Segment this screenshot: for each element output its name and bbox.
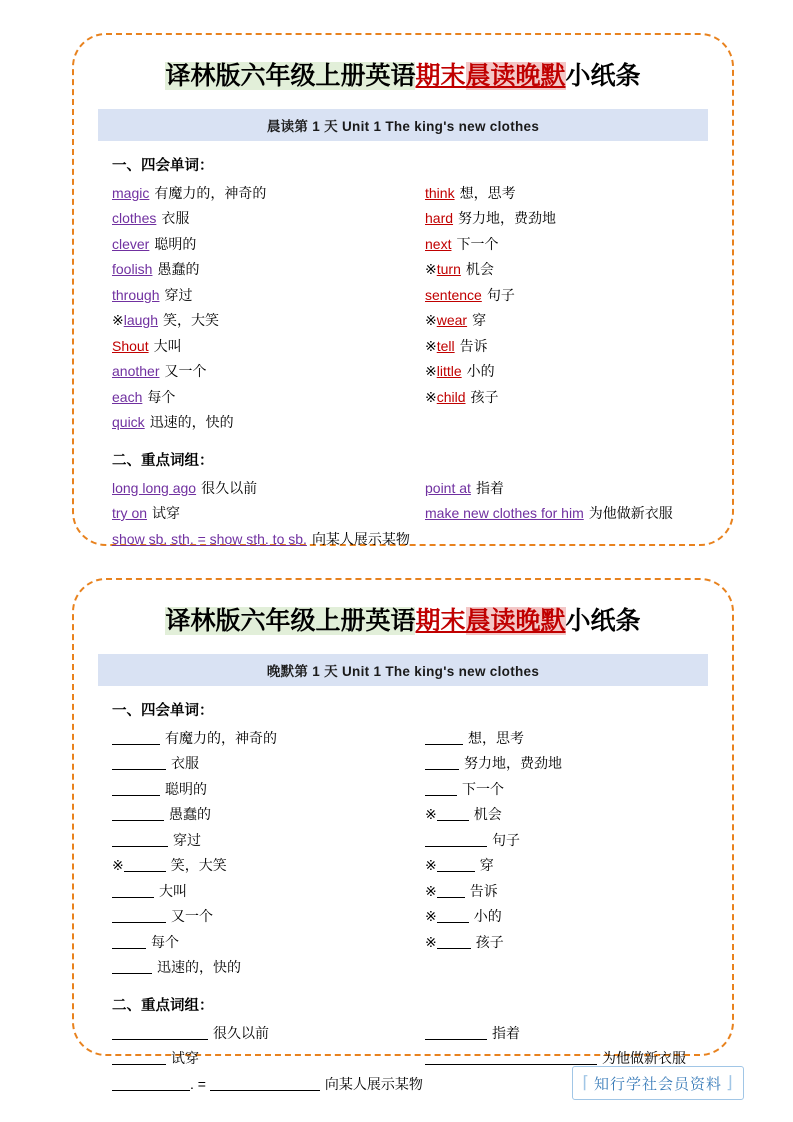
star-marker: ※: [112, 857, 124, 873]
word-chinese: 大叫: [153, 337, 182, 354]
word-row-blank: [425, 751, 702, 777]
phrase-wide-morning: [112, 527, 732, 553]
answer-blank[interactable]: [112, 1076, 190, 1091]
word-column-left-evening: [112, 726, 407, 981]
page-title-morning: [74, 63, 732, 91]
word-english: point at: [425, 479, 471, 496]
answer-blank[interactable]: [112, 781, 160, 796]
section-heading-phrases-morning: 二、重点词组：: [112, 452, 214, 469]
word-row: [112, 308, 407, 334]
word-chinese: 穿: [472, 312, 487, 328]
word-columns-morning: [112, 181, 702, 436]
watermark-left-bracket: ⌈: [582, 1073, 590, 1092]
word-row-blank: [112, 930, 407, 956]
word-english: hard: [425, 210, 454, 226]
answer-blank[interactable]: [425, 730, 463, 745]
answer-blank[interactable]: [437, 857, 475, 872]
word-row: [112, 283, 407, 309]
answer-blank[interactable]: [437, 934, 471, 949]
word-english: little: [436, 363, 462, 379]
answer-blank[interactable]: [437, 806, 469, 821]
word-row-blank: [112, 828, 407, 854]
title-part-2: 期末: [415, 62, 466, 90]
word-chinese: 大叫: [159, 882, 187, 899]
star-marker: ※: [425, 337, 437, 354]
word-chinese: 小的: [466, 363, 495, 379]
word-english: turn: [436, 261, 461, 277]
phrase-columns-evening: [112, 1021, 702, 1072]
word-chinese: 为他做新衣服: [588, 505, 673, 521]
word-english: show sb. sth. = show sth. to sb.: [112, 530, 307, 547]
word-row: [112, 385, 407, 411]
answer-blank[interactable]: [210, 1076, 320, 1091]
word-chinese: 愚蠢的: [169, 806, 211, 822]
answer-blank[interactable]: [437, 908, 469, 923]
star-marker: ※: [425, 882, 437, 899]
word-chinese: 每个: [151, 933, 179, 950]
word-row: [112, 410, 407, 436]
word-chinese: 小的: [473, 908, 502, 924]
word-chinese: 孩子: [475, 933, 504, 950]
word-english: another: [112, 363, 160, 379]
word-row-blank: [425, 930, 702, 956]
answer-blank[interactable]: [112, 1025, 208, 1040]
word-row: [112, 232, 407, 258]
answer-blank[interactable]: [112, 806, 164, 821]
star-marker: ※: [425, 933, 437, 950]
word-row-blank: [425, 853, 702, 879]
word-chinese: 试穿: [152, 505, 181, 521]
answer-blank[interactable]: [112, 883, 154, 898]
word-row-blank: [112, 726, 407, 752]
phrase-column-right-evening: [407, 1021, 702, 1072]
word-row: [425, 206, 702, 232]
answer-blank[interactable]: [112, 908, 166, 923]
word-chinese: 努力地，费劲地: [458, 210, 557, 226]
watermark: [572, 1066, 744, 1100]
word-row-blank: [425, 879, 702, 905]
phrase-row: [425, 476, 702, 502]
word-english: laugh: [123, 312, 158, 328]
title-part-2-evening: 期末: [415, 607, 466, 635]
word-chinese: 穿: [479, 857, 494, 873]
word-english: each: [112, 388, 143, 405]
word-chinese: 机会: [473, 806, 502, 822]
title-part-1-evening: 译林版六年级上册英语: [165, 607, 416, 635]
word-row: [425, 283, 702, 309]
word-english: tell: [436, 337, 455, 354]
phrase-row: [112, 501, 407, 527]
phrase-row-blank: [425, 1021, 702, 1047]
word-row: [112, 334, 407, 360]
word-english: try on: [112, 505, 148, 521]
title-part-1: 译林版六年级上册英语: [165, 62, 416, 90]
equals-sign: . =: [190, 1075, 210, 1092]
word-chinese: 为他做新衣服: [602, 1050, 686, 1066]
word-chinese: 下一个: [456, 235, 499, 252]
word-chinese: 向某人展示某物: [324, 1075, 423, 1092]
word-english: quick: [112, 414, 145, 430]
word-chinese: 迅速的，快的: [149, 414, 234, 430]
star-marker: ※: [425, 857, 437, 873]
word-chinese: 告诉: [469, 882, 498, 899]
star-marker: ※: [425, 312, 437, 328]
word-chinese: 又一个: [164, 363, 207, 379]
word-chinese: 聪明的: [165, 780, 207, 797]
star-marker: ※: [425, 806, 437, 822]
answer-blank[interactable]: [112, 832, 168, 847]
section-heading-phrases-evening: 二、重点词组：: [112, 997, 214, 1014]
answer-blank[interactable]: [425, 755, 459, 770]
word-chinese: 聪明的: [154, 235, 197, 252]
section-heading-words-morning: 一、四会单词：: [112, 157, 214, 174]
unit-band-morning: 晨读第 1 天 Unit 1 The king's new clothes: [98, 109, 708, 141]
word-chinese: 笑，大笑: [163, 312, 219, 328]
word-english: sentence: [425, 286, 482, 303]
answer-blank[interactable]: [112, 959, 152, 974]
word-column-left-morning: [112, 181, 407, 436]
word-chinese: 很久以前: [213, 1024, 269, 1041]
word-chinese: 想，思考: [468, 729, 524, 746]
word-chinese: 很久以前: [201, 479, 258, 496]
word-chinese: 机会: [465, 261, 494, 277]
phrase-row: [112, 476, 407, 502]
word-english: clothes: [112, 210, 157, 226]
word-row: [112, 257, 407, 283]
word-english: foolish: [112, 261, 153, 277]
word-chinese: 笑，大笑: [170, 857, 227, 873]
answer-blank[interactable]: [124, 857, 166, 872]
word-row-blank: [112, 904, 407, 930]
title-part-4-evening: 小纸条: [565, 607, 641, 635]
phrase-row-blank: [112, 1021, 407, 1047]
star-marker: ※: [112, 312, 124, 328]
word-chinese: 下一个: [462, 780, 504, 797]
answer-blank[interactable]: [425, 1025, 487, 1040]
word-chinese: 有魔力的，神奇的: [165, 729, 277, 746]
word-row: [425, 257, 702, 283]
word-row-blank: [425, 777, 702, 803]
word-chinese: 指着: [492, 1024, 520, 1041]
watermark-right-bracket: ⌋: [726, 1073, 734, 1092]
word-column-right-morning: [407, 181, 702, 436]
page-title-evening: [74, 608, 732, 636]
answer-blank[interactable]: [112, 730, 160, 745]
word-chinese: 衣服: [161, 210, 190, 226]
word-row-blank: [425, 828, 702, 854]
answer-blank[interactable]: [425, 1050, 597, 1065]
phrase-row-blank: [112, 1046, 407, 1072]
word-chinese: 有魔力的，神奇的: [154, 184, 267, 201]
morning-reading-card: [72, 33, 734, 546]
word-row: [112, 181, 407, 207]
word-english: make new clothes for him: [425, 505, 584, 521]
word-chinese: 想，思考: [459, 184, 516, 201]
word-chinese: 穿过: [173, 831, 201, 848]
star-marker: ※: [425, 388, 437, 405]
watermark-text: 知行学社会员资料: [593, 1075, 722, 1093]
word-english: through: [112, 286, 160, 303]
star-marker: ※: [425, 363, 437, 379]
word-chinese: 努力地，费劲地: [464, 755, 562, 771]
word-chinese: 句子: [492, 831, 520, 848]
word-chinese: 又一个: [171, 908, 213, 924]
word-row: [112, 359, 407, 385]
answer-blank[interactable]: [425, 781, 457, 796]
word-english: magic: [112, 184, 150, 201]
word-row: [425, 232, 702, 258]
word-chinese: 衣服: [171, 755, 199, 771]
title-part-4: 小纸条: [565, 62, 641, 90]
title-part-3: 晨读晚默: [465, 62, 566, 90]
word-chinese: 告诉: [459, 337, 488, 354]
word-row: [425, 385, 702, 411]
word-english: child: [436, 388, 466, 405]
word-row: [425, 308, 702, 334]
word-chinese: 试穿: [171, 1050, 199, 1066]
word-english: next: [425, 235, 452, 252]
word-row-blank: [112, 751, 407, 777]
word-english: long long ago: [112, 479, 197, 496]
word-chinese: 孩子: [470, 388, 499, 405]
word-row: [425, 334, 702, 360]
word-columns-evening: [112, 726, 702, 981]
word-row-blank: [112, 853, 407, 879]
word-row: [425, 181, 702, 207]
title-part-3-evening: 晨读晚默: [465, 607, 566, 635]
star-marker: ※: [425, 908, 437, 924]
answer-blank[interactable]: [112, 755, 166, 770]
word-row-blank: [112, 802, 407, 828]
phrase-row: [425, 501, 702, 527]
star-marker: ※: [425, 261, 437, 277]
word-english: clever: [112, 235, 150, 252]
section-heading-words-evening: 一、四会单词：: [112, 702, 214, 719]
phrase-column-right-morning: [407, 476, 702, 527]
word-chinese: 愚蠢的: [157, 261, 200, 277]
word-english: Shout: [112, 337, 149, 354]
word-row-blank: [112, 955, 407, 981]
answer-blank[interactable]: [112, 1050, 166, 1065]
word-english: wear: [436, 312, 468, 328]
word-chinese: 句子: [486, 286, 515, 303]
unit-band-evening: 晚默第 1 天 Unit 1 The king's new clothes: [98, 654, 708, 686]
answer-blank[interactable]: [437, 883, 465, 898]
phrase-column-left-evening: [112, 1021, 407, 1072]
word-row-blank: [425, 904, 702, 930]
answer-blank[interactable]: [112, 934, 146, 949]
word-chinese: 迅速的，快的: [157, 959, 241, 975]
word-row: [112, 206, 407, 232]
answer-blank[interactable]: [425, 832, 487, 847]
word-row-blank: [425, 802, 702, 828]
word-chinese: 每个: [147, 388, 176, 405]
word-chinese: 指着: [475, 479, 504, 496]
word-row-blank: [112, 879, 407, 905]
word-row-blank: [425, 726, 702, 752]
word-row: [425, 359, 702, 385]
word-chinese: 向某人展示某物: [311, 530, 410, 547]
word-chinese: 穿过: [164, 286, 193, 303]
phrase-columns-morning: [112, 476, 702, 527]
word-row-blank: [112, 777, 407, 803]
phrase-column-left-morning: [112, 476, 407, 527]
word-english: think: [425, 184, 455, 201]
word-column-right-evening: [407, 726, 702, 981]
